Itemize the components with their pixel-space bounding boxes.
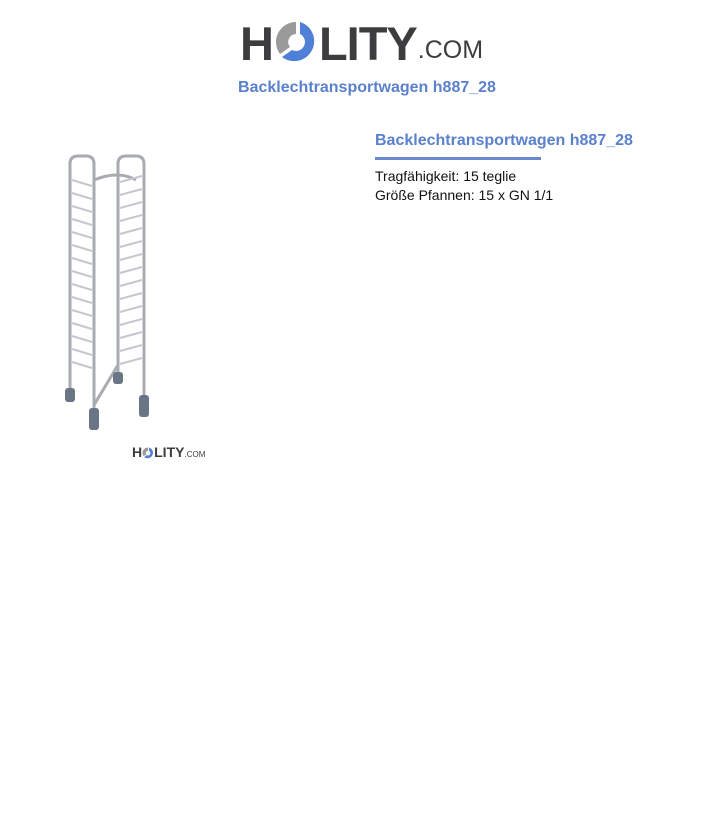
product-image-trolley[interactable] [60,150,170,435]
product-title: Backlechtransportwagen h887_28 [375,132,633,149]
logo-com: .COM [417,36,484,64]
watermark-h: H [132,444,143,460]
logo-lity: LITY [318,17,417,70]
spec-pan-size: Größe Pfannen: 15 x GN 1/1 [375,187,554,203]
spec-capacity: Tragfähigkeit: 15 teglie [375,168,517,184]
logo-h: H [240,17,273,70]
product-details [375,132,633,205]
holity-logo[interactable] [240,14,484,70]
page-title: Backlechtransportwagen h887_28 [238,79,496,96]
watermark-com: .COM [184,450,206,459]
watermark-lity: LITY [154,444,185,460]
watermark-o-icon [142,447,154,459]
logo-o-icon [274,20,318,64]
image-watermark-logo [132,446,205,459]
title-underline [375,157,541,160]
